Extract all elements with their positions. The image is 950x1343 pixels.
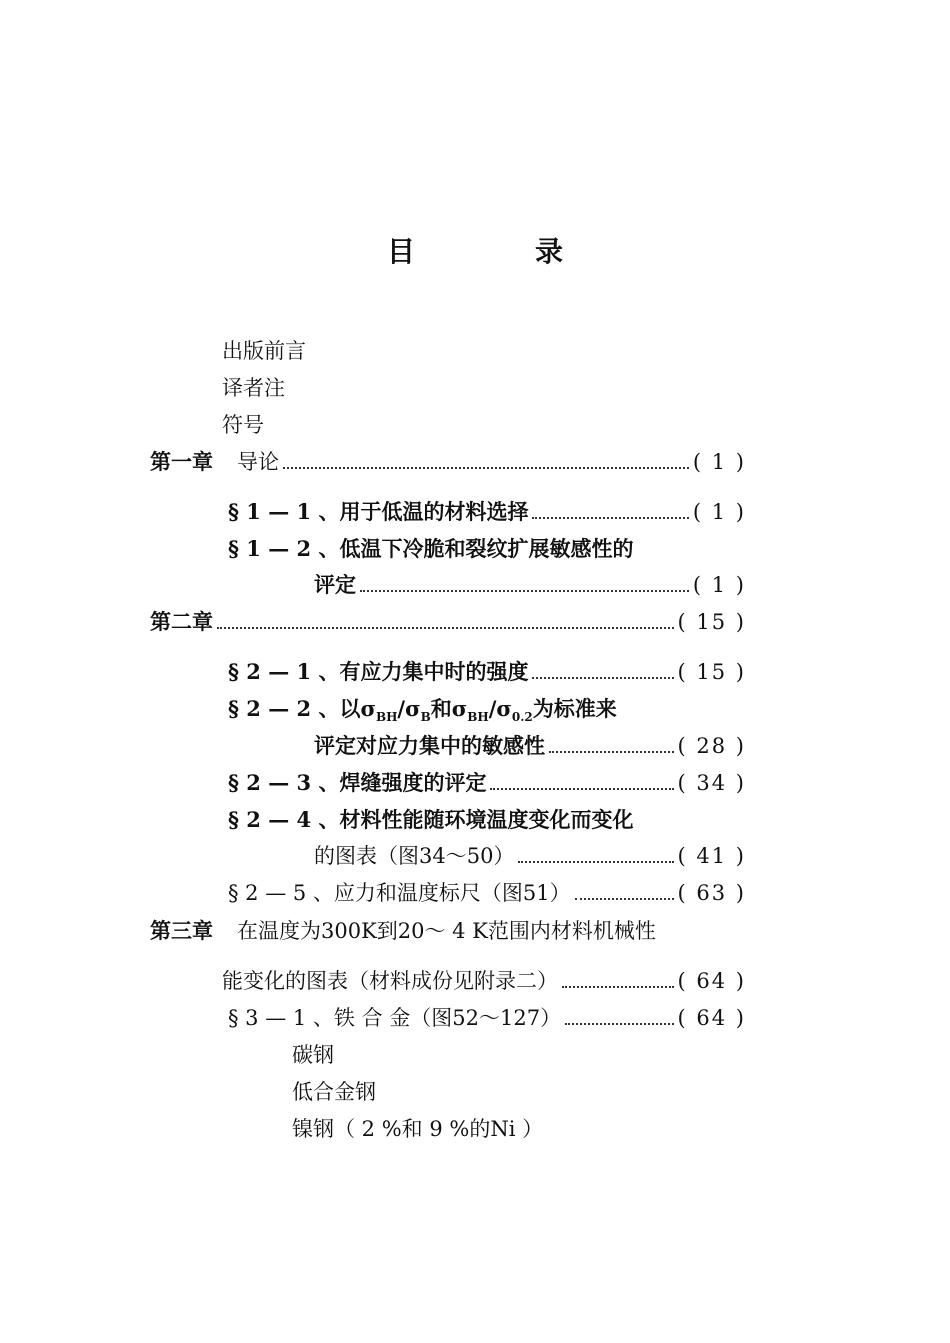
toc-entry-chapter-3-line1 — [150, 916, 656, 946]
entry-text: 能变化的图表（材料成份见附录二） — [222, 969, 558, 993]
sub-item-carbon-steel: 碳钢 — [292, 1043, 334, 1067]
toc-entry-1-2-line1: § 1 — 2 、低温下冷脆和裂纹扩展敏感性的 — [228, 536, 634, 561]
leader-dots — [549, 751, 674, 753]
toc-entry-2-3 — [228, 768, 746, 798]
page-number: ( 15 ) — [677, 610, 746, 634]
page-number: ( 1 ) — [692, 450, 746, 474]
entry-text: § 2 — 3 、焊缝强度的评定 — [228, 770, 487, 795]
page-number: ( 15 ) — [677, 660, 746, 684]
front-item-translator-note: 译者注 — [222, 376, 285, 400]
front-item-symbols: 符号 — [222, 413, 264, 437]
page-number: ( 1 ) — [692, 500, 746, 524]
toc-entry-2-1 — [228, 657, 746, 687]
chapter-label: 第三章 — [150, 918, 213, 943]
page-number: ( 34 ) — [677, 771, 746, 795]
leader-dots — [490, 788, 673, 790]
toc-entry-3-1 — [228, 1003, 746, 1033]
page-title — [0, 230, 950, 270]
entry-text: 评定对应力集中的敏感性 — [314, 733, 545, 758]
entry-text: 在温度为300K到20～ 4 K范围内材料机械性 — [237, 919, 656, 943]
page-number: ( 64 ) — [677, 1006, 746, 1030]
sub-item-low-alloy-steel: 低合金钢 — [292, 1080, 376, 1104]
toc-entry-2-4-line1: § 2 — 4 、材料性能随环境温度变化而变化 — [228, 807, 634, 832]
entry-text: 的图表（图34～50） — [314, 844, 515, 868]
entry-text: § 2 — 5 、应力和温度标尺（图51） — [228, 881, 571, 905]
leader-dots — [562, 986, 674, 988]
title-char-1: 目 — [386, 235, 415, 268]
toc-entry-1-2 — [314, 570, 746, 600]
toc-entry-1-1 — [228, 497, 746, 527]
entry-text: 导论 — [237, 450, 279, 474]
page-number: ( 41 ) — [677, 844, 746, 868]
leader-dots — [532, 517, 688, 519]
toc-entry-2-5 — [228, 878, 746, 908]
chapter-label: 第一章 — [150, 449, 213, 474]
entry-text: 评定 — [314, 572, 356, 597]
leader-dots — [283, 467, 689, 469]
toc-entry-chapter-1 — [150, 447, 746, 477]
page-number: ( 63 ) — [677, 881, 746, 905]
leader-dots — [565, 1023, 673, 1025]
title-char-2: 录 — [535, 235, 564, 268]
leader-dots — [217, 627, 674, 629]
toc-entry-chapter-3 — [222, 966, 746, 996]
page-number: ( 28 ) — [677, 734, 746, 758]
entry-text: § 2 — 1 、有应力集中时的强度 — [228, 659, 529, 684]
toc-entry-2-2 — [314, 731, 746, 761]
page-number: ( 1 ) — [692, 573, 746, 597]
front-item-preface: 出版前言 — [222, 339, 306, 363]
chapter-label: 第二章 — [150, 609, 213, 634]
leader-dots — [575, 898, 674, 900]
toc-entry-2-2-line1: § 2 — 2 、以$\sigma_{BH}/\sigma_B$和$\sigma_{BH}/\sigma_{0.2}$为标准来 — [228, 696, 617, 725]
toc-entry-chapter-2 — [150, 607, 746, 637]
leader-dots — [518, 861, 673, 863]
entry-text: § 1 — 1 、用于低温的材料选择 — [228, 499, 529, 524]
leader-dots — [532, 677, 673, 679]
entry-text: § 3 — 1 、铁 合 金（图52～127） — [228, 1006, 562, 1030]
leader-dots — [360, 590, 689, 592]
page-number: ( 64 ) — [677, 969, 746, 993]
sub-item-nickel-steel: 镍钢（ 2 %和 9 %的Ni ） — [292, 1117, 544, 1141]
toc-entry-2-4 — [314, 841, 746, 871]
